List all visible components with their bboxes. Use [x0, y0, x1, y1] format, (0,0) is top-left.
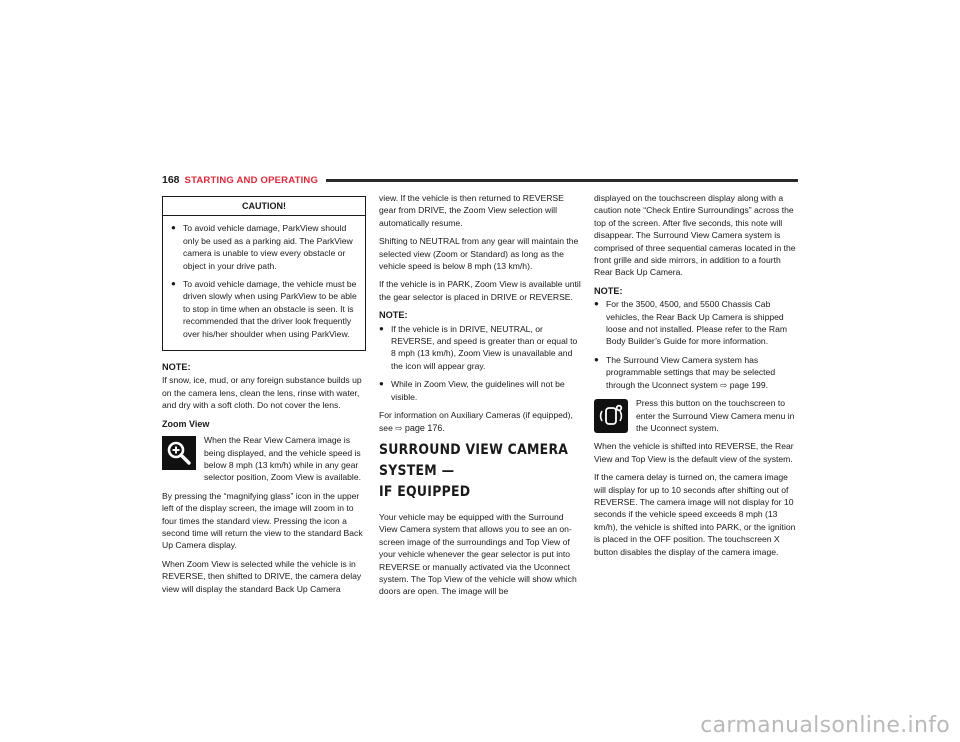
- section-heading: [379, 440, 585, 503]
- surround-view-icon-row: [594, 397, 798, 440]
- note-heading: NOTE:: [594, 285, 623, 296]
- column-2: [379, 192, 583, 604]
- page-reference-link[interactable]: page 199.: [729, 379, 768, 390]
- paragraph: view. If the vehicle is then returned to REVERSE gear from DRIVE, the Zoom View selection will automatically resume.: [379, 193, 564, 228]
- note-item: [594, 354, 798, 391]
- magnifying-glass-icon: [162, 436, 196, 470]
- page-number: 168: [162, 174, 180, 186]
- caution-list: [163, 216, 365, 350]
- note-heading: NOTE:: [162, 362, 191, 373]
- surround-view-button-text: Press this button on the touchscreen to enter the Surround View Camera menu in the Uconnect system.: [636, 398, 795, 433]
- heading-line: SURROUND VIEW CAMERA SYSTEM —: [379, 441, 569, 479]
- note-item: ● While in Zoom View, the guidelines will not be visible.: [379, 378, 583, 403]
- paragraph: If the vehicle is in PARK, Zoom View is available until the gear selector is placed in DRIVE or REVERSE.: [379, 279, 581, 302]
- note-text: If snow, ice, mud, or any foreign substance builds up on the camera lens, clean the lens, rinse with water, and dry with a soft cloth. Do not cover the lens.: [162, 375, 362, 411]
- zoom-view-heading: Zoom View: [162, 418, 210, 429]
- column-1: [162, 196, 366, 601]
- paragraph: Shifting to NEUTRAL from any gear will maintain the selected view (Zoom or Standard) as long as the vehicle speed is below 8 mph (13 km/h).: [379, 236, 579, 272]
- page-header: [162, 172, 798, 188]
- zoom-paragraph: By pressing the “magnifying glass” icon in the upper left of the display screen, the image will zoom in to four times the standard view. Pressing the icon a second time will return the view to the standard Back Up Camera display.: [162, 490, 363, 551]
- column-3: [594, 192, 798, 564]
- caution-item: ● To avoid vehicle damage, the vehicle must be driven slowly when using ParkView to be able to stop in time when an obstacle is seen. It is recommended that the driver look frequently over his/her shoulder when using ParkView.: [171, 278, 357, 340]
- zoom-intro: When the Rear View Camera image is being displayed, and the vehicle speed is below 8 mph (13 km/h) while in any gear selector position, Zoom View is available.: [204, 435, 361, 483]
- note-item: ● If the vehicle is in DRIVE, NEUTRAL, or REVERSE, and speed is greater than or equal to 8 mph (13 km/h), Zoom View is unavailable and the icon will appear gray.: [379, 323, 583, 373]
- aux-cameras-paragraph: [379, 409, 583, 434]
- caution-item: ● To avoid vehicle damage, ParkView should only be used as a parking aid. The ParkView camera is unable to view every obstacle or object in your drive path.: [171, 222, 357, 272]
- caution-title: CAUTION!: [163, 197, 365, 216]
- heading-line: IF EQUIPPED: [379, 483, 471, 500]
- note-item: ● For the 3500, 4500, and 5500 Chassis Cab vehicles, the Rear Back Up Camera is shipped loose and not installed. Please refer to the Ram Body Builder’s Guide for more information.: [594, 298, 798, 348]
- zoom-icon-row: [162, 434, 366, 490]
- paragraph: When the vehicle is shifted into REVERSE, the Rear View and Top View is the default view of the system.: [594, 441, 794, 464]
- arrow-icon: ⇨: [395, 422, 403, 433]
- paragraph: displayed on the touchscreen display along with a caution note “Check Entire Surroundings” across the top of the screen. After five seconds, this note will disappear. The Surround View Camera system is comprised of three sequential cameras located in the front grille and side mirrors, in addition to a fourth Rear Back Up Camera.: [594, 193, 796, 278]
- note-heading: NOTE:: [379, 310, 408, 321]
- paragraph: Your vehicle may be equipped with the Surround View Camera system that allows you to see an on-screen image of the surroundings and Top View of your vehicle whenever the gear selector is put into REVERSE or manually activated via the Uconnect system. The Top View of the vehicle will show which doors are open. The image will be: [379, 511, 577, 597]
- note-list: [379, 323, 583, 403]
- note-item-text: The Surround View Camera system has programmable settings that may be selected through the Uconnect system: [606, 354, 776, 390]
- page-reference-link[interactable]: page 176.: [404, 422, 445, 433]
- aux-text: For information on Auxiliary Cameras (if equipped), see: [379, 410, 573, 433]
- paragraph: If the camera delay is turned on, the camera image will display for up to 10 seconds after shifting out of REVERSE. The camera image will not display for 10 seconds if the vehicle speed exceeds 8 mph (13 km/h), the vehicle is shifted into PARK, or the ignition is placed in the OFF position. The touchscreen X button disables the display of the camera image.: [594, 472, 796, 557]
- surround-view-camera-icon: [594, 399, 628, 433]
- caution-box: [162, 196, 366, 351]
- section-title: STARTING AND OPERATING: [184, 174, 319, 186]
- zoom-paragraph: When Zoom View is selected while the vehicle is in REVERSE, then shifted to DRIVE, the camera delay view will display the standard Back Up Camera: [162, 558, 362, 594]
- note-list: [594, 298, 798, 391]
- watermark: carmanualsonline.info: [700, 713, 950, 738]
- header-rule: [326, 179, 798, 182]
- arrow-icon: ⇨: [720, 379, 728, 390]
